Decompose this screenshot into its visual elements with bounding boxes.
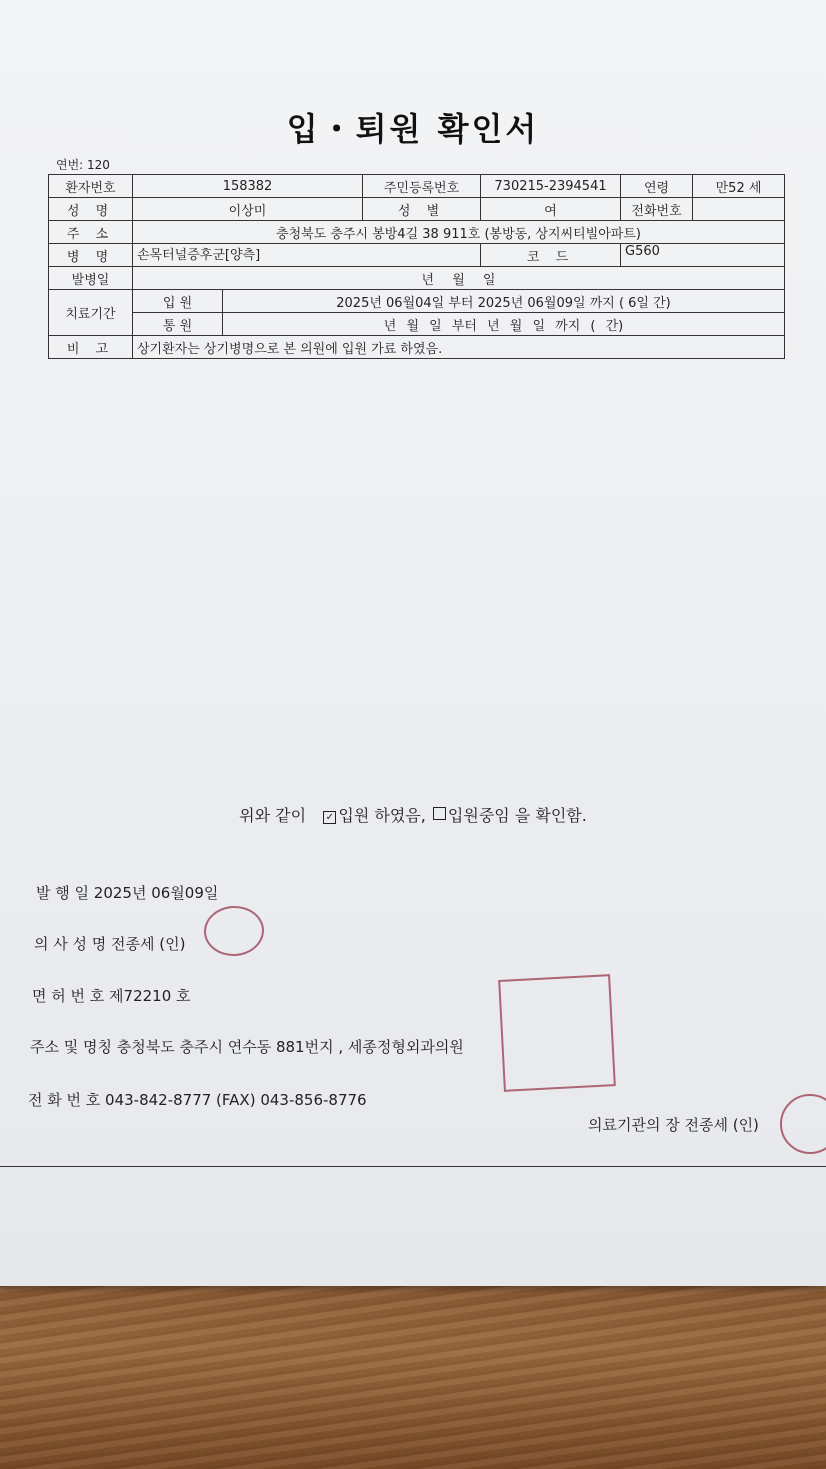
row-remarks (49, 336, 785, 359)
confirmation-option-inpatient: 입원중임 (447, 806, 510, 825)
confirmation-statement (0, 803, 826, 826)
inpatient-value: 2025년 06월04일 부터 2025년 06월09일 까지 ( 6일 간) (223, 290, 785, 313)
treatment-label: 치료기간 (49, 290, 133, 336)
patient-id-label: 환자번호 (49, 175, 133, 198)
row-address (49, 221, 785, 244)
clinic-address: 주소 및 명칭 충청북도 충주시 연수동 881번지 , 세종정형외과의원 (30, 1038, 464, 1056)
rrn-label: 주민등록번호 (363, 175, 481, 198)
phone-value (693, 198, 785, 221)
diagnosis-label: 병 명 (49, 244, 133, 267)
onset-value: 년 월 일 (133, 267, 785, 290)
patient-info-table (48, 174, 785, 359)
remarks-label: 비 고 (49, 336, 133, 359)
phone-label: 전화번호 (621, 198, 693, 221)
onset-label: 발병일 (49, 267, 133, 290)
confirmation-prefix: 위와 같이 (239, 806, 307, 825)
remarks-value: 상기환자는 상기병명으로 본 의원에 입원 가료 하였음. (133, 336, 785, 359)
code-value: G560 (621, 244, 785, 267)
row-onset (49, 267, 785, 290)
bottom-divider (0, 1166, 826, 1167)
outpatient-value: 년 월 일 부터 년 월 일 까지 ( 간) (223, 313, 785, 336)
sex-value: 여 (481, 198, 621, 221)
checked-checkbox-icon: ✓ (323, 811, 336, 824)
document-title: 입・퇴원 확인서 (286, 110, 540, 148)
row-name (49, 198, 785, 221)
head-seal-stamp (778, 1092, 826, 1155)
clinic-phone: 전 화 번 호 043-842-8777 (FAX) 043-856-8776 (28, 1091, 367, 1109)
code-label: 코 드 (481, 244, 621, 267)
clinic-seal-stamp (498, 974, 616, 1092)
unchecked-checkbox-icon (433, 807, 446, 820)
inpatient-label: 입 원 (133, 290, 223, 313)
doctor-name: 의 사 성 명 전종세 (인) (34, 935, 186, 953)
confirmation-option-admitted: 입원 하였음, (338, 806, 426, 825)
address-label: 주 소 (49, 221, 133, 244)
address-value: 충청북도 충주시 봉방4길 38 911호 (봉방동, 상지씨티빌아파트) (133, 221, 785, 244)
rrn-value: 730215-2394541 (481, 175, 621, 198)
sex-label: 성 별 (363, 198, 481, 221)
patient-id-value: 158382 (133, 175, 363, 198)
age-value: 만52 세 (693, 175, 785, 198)
diagnosis-value: 손목터널증후군[양측] (133, 244, 481, 267)
wooden-table-background (0, 1270, 826, 1469)
row-diagnosis (49, 244, 785, 267)
row-patient-id (49, 175, 785, 198)
doctor-seal-stamp (203, 904, 266, 957)
row-inpatient (49, 290, 785, 313)
serial-number: 연번: 120 (56, 158, 110, 172)
institution-head: 의료기관의 장 전종세 (인) (588, 1116, 759, 1134)
issue-date: 발 행 일 2025년 06월09일 (36, 884, 219, 902)
age-label: 연령 (621, 175, 693, 198)
license-number: 면 허 번 호 제72210 호 (32, 987, 191, 1005)
name-value: 이상미 (133, 198, 363, 221)
row-outpatient (49, 313, 785, 336)
outpatient-label: 통 원 (133, 313, 223, 336)
name-label: 성 명 (49, 198, 133, 221)
confirmation-suffix: 을 확인함. (514, 806, 587, 825)
